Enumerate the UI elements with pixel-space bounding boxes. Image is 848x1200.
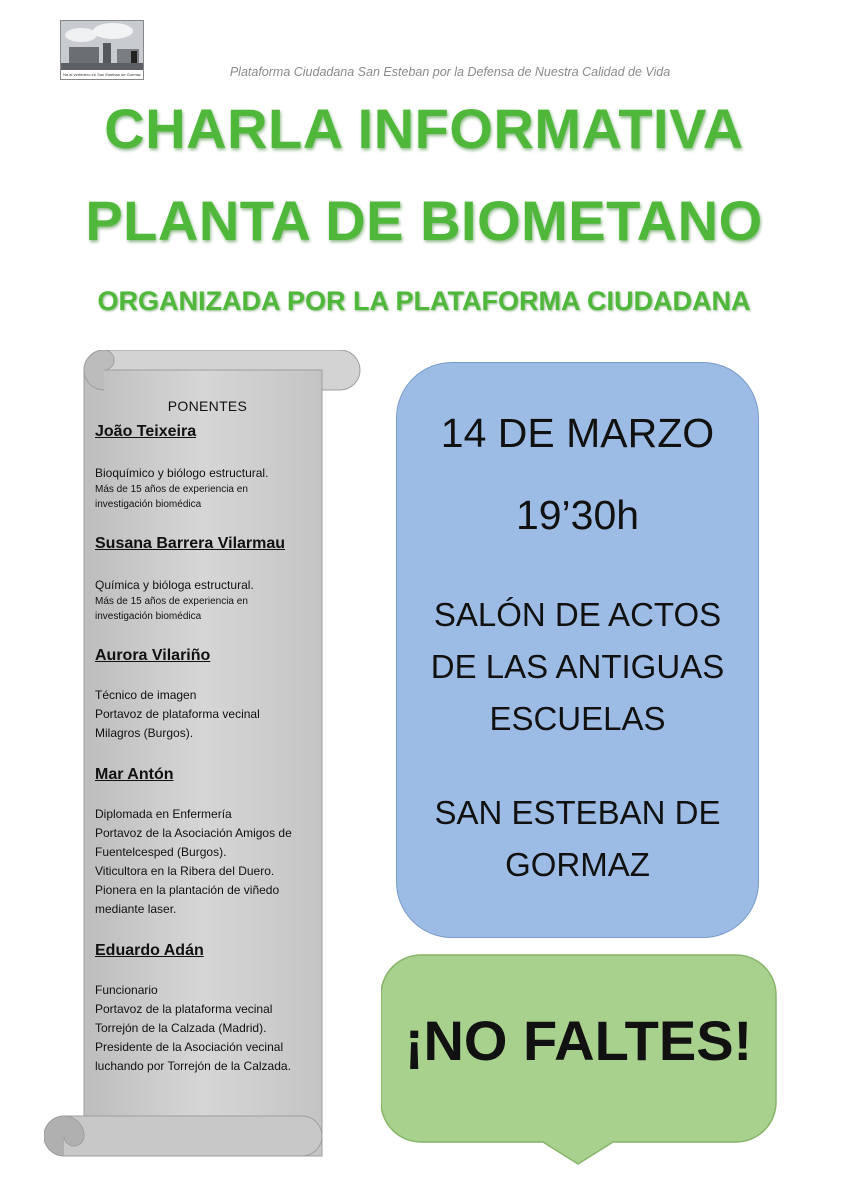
speaker-note: investigación biomédica	[95, 499, 202, 510]
speaker-note: Más de 15 años de experiencia en	[95, 484, 248, 495]
callout-text: ¡NO FALTES!	[404, 1009, 753, 1072]
organization-line: Plataforma Ciudadana San Esteban por la Defensa de Nuestra Calidad de Vida	[229, 65, 671, 79]
subtitle: ORGANIZADA POR LA PLATAFORMA CIUDADANA	[97, 286, 751, 316]
venue-line: DE LAS ANTIGUAS	[430, 648, 725, 685]
event-info-box	[396, 362, 759, 938]
speaker-name: Mar Antón	[95, 766, 174, 783]
speaker-name: João Teixeira	[95, 423, 197, 440]
speaker-note: Más de 15 años de experiencia en	[95, 596, 248, 607]
speaker-note: investigación biomédica	[95, 611, 202, 622]
event-venue	[397, 589, 758, 745]
speakers-heading: PONENTES	[167, 398, 248, 414]
speaker-role: Bioquímico y biólogo estructural.	[95, 466, 269, 480]
town-line: GORMAZ	[505, 846, 650, 883]
speaker-detail: Funcionario	[95, 983, 158, 997]
speaker-entry	[95, 941, 320, 1076]
speaker-detail: Portavoz de la plataforma vecinal	[95, 1002, 273, 1016]
speaker-entry	[95, 534, 320, 624]
speaker-detail: Técnico de imagen	[95, 688, 197, 702]
speaker-entry	[95, 765, 320, 919]
title-line-1: CHARLA INFORMATIVA	[104, 97, 744, 160]
speaker-detail: Milagros (Burgos).	[95, 726, 194, 740]
event-time: 19’30h	[515, 492, 640, 538]
logo-caption: No al vertedero en San Esteban de Gormaz	[61, 70, 143, 79]
speaker-detail: Portavoz de plataforma vecinal	[95, 707, 260, 721]
speaker-detail: Presidente de la Asociación vecinal	[95, 1040, 284, 1054]
venue-line: SALÓN DE ACTOS	[433, 596, 722, 633]
speaker-detail: Fuentelcesped (Burgos).	[95, 845, 227, 859]
speaker-detail: mediante laser.	[95, 902, 177, 916]
speaker-detail: luchando por Torrejón de la Calzada.	[95, 1059, 291, 1073]
speaker-detail: Torrejón de la Calzada (Madrid).	[95, 1021, 267, 1035]
logo-icon	[61, 21, 144, 72]
speaker-name: Susana Barrera Vilarmau	[95, 535, 286, 552]
speaker-detail: Portavoz de la Asociación Amigos de	[95, 826, 292, 840]
speaker-detail: Diplomada en Enfermería	[95, 807, 232, 821]
speaker-name: Aurora Vilariño	[95, 647, 211, 664]
venue-line: ESCUELAS	[489, 700, 666, 737]
speaker-entry	[95, 646, 320, 743]
speakers-list	[95, 398, 320, 1098]
speaker-name: Eduardo Adán	[95, 942, 204, 959]
town-line: SAN ESTEBAN DE	[434, 794, 721, 831]
speaker-role: Química y bióloga estructural.	[95, 578, 254, 592]
title-line-2: PLANTA DE BIOMETANO	[85, 189, 763, 252]
speaker-detail: Pionera en la plantación de viñedo	[95, 883, 280, 897]
speaker-entry	[95, 422, 320, 512]
speaker-detail: Viticultora en la Ribera del Duero.	[95, 864, 275, 878]
logo-image	[60, 20, 144, 80]
event-date: 14 DE MARZO	[440, 410, 715, 456]
event-town	[397, 787, 758, 891]
